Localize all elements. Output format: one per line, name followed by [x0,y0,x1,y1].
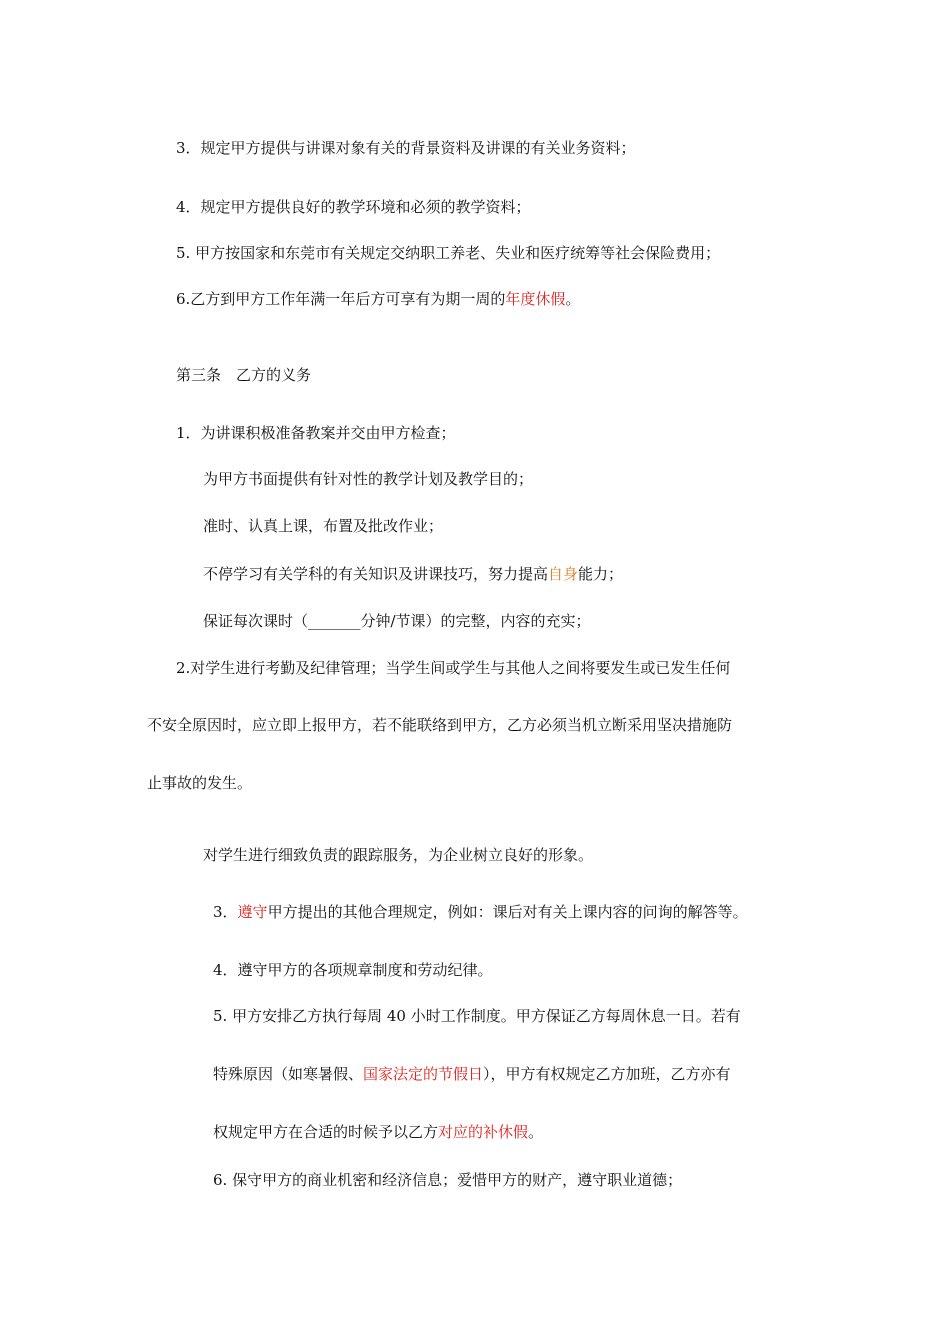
clause-a-item-6-end: 。 [565,290,581,308]
clause-a-item-5: 5. 甲方按国家和东莞市有关规定交纳职工养老、失业和医疗统筹等社会保险费用； [176,244,721,262]
article-3-sub-2: 准时、认真上课，布置及批改作业； [203,517,444,535]
article-3-item-3 [213,902,748,922]
article-3-sub-3-end: 能力； [578,565,624,583]
article-3-item-6: 6. 保守甲方的商业机密和经济信息；爱惜甲方的财产，遵守职业道德； [213,1171,683,1189]
annual-leave-highlight: 年度休假 [505,290,566,308]
article-3-item-3-text: 甲方提出的其他合理规定，例如：课后对有关上课内容的问询的解答等。 [267,903,748,921]
article-3-item-5-line-2-text: 特殊原因（如寒暑假、 [213,1065,364,1083]
article-3-item-5-line-3-end: 。 [528,1123,544,1141]
clause-a-item-6 [176,289,580,309]
article-3-item-3-number: 3． [213,903,238,921]
comp-leave-highlight: 对应的补休假 [438,1123,529,1141]
article-3-sub-4: 保证每次课时（_______分钟/节课）的完整，内容的充实； [203,612,591,630]
clause-a-item-3: 3．规定甲方提供与讲课对象有关的背景资料及讲课的有关业务资料； [176,139,636,157]
article-3-item-2-line-2: 不安全原因时，应立即上报甲方，若不能联络到甲方，乙方必须当机立断采用坚决措施防 [147,716,733,734]
article-3-item-4: 4．遵守甲方的各项规章制度和劳动纪律。 [213,961,493,979]
self-highlight: 自身 [548,565,579,583]
clause-a-item-6-text: 6.乙方到甲方工作年满一年后方可享有为期一周的 [176,290,506,308]
article-3-service: 对学生进行细致负责的跟踪服务，为企业树立良好的形象。 [203,846,594,864]
article-3-item-5-line-3-text: 权规定甲方在合适的时候予以乙方 [213,1123,439,1141]
article-3-sub-3 [203,564,623,584]
article-3-item-1: 1．为讲课积极准备教案并交由甲方检查； [176,424,456,442]
comply-highlight: 遵守 [237,903,268,921]
article-3-sub-3-text: 不停学习有关学科的有关知识及讲课技巧，努力提高 [203,565,549,583]
article-3-item-2-line-1: 2.对学生进行考勤及纪律管理；当学生间或学生与其他人之间将要发生或已发生任何 [176,659,731,677]
holiday-highlight: 国家法定的节假日 [363,1065,484,1083]
article-3-title: 第三条 乙方的义务 [176,366,312,384]
article-3-item-5-line-2-end: ），甲方有权规定乙方加班，乙方亦有 [483,1065,731,1083]
article-3-item-5-line-3 [213,1122,543,1142]
article-3-item-2-line-3: 止事故的发生。 [147,774,253,792]
article-3-item-5-line-1: 5. 甲方安排乙方执行每周 40 小时工作制度。甲方保证乙方每周休息一日。若有 [213,1007,741,1025]
article-3-sub-1: 为甲方书面提供有针对性的教学计划及教学目的； [203,470,534,488]
clause-a-item-4: 4．规定甲方提供良好的教学环境和必须的教学资料； [176,198,531,216]
article-3-item-5-line-2 [213,1064,731,1084]
